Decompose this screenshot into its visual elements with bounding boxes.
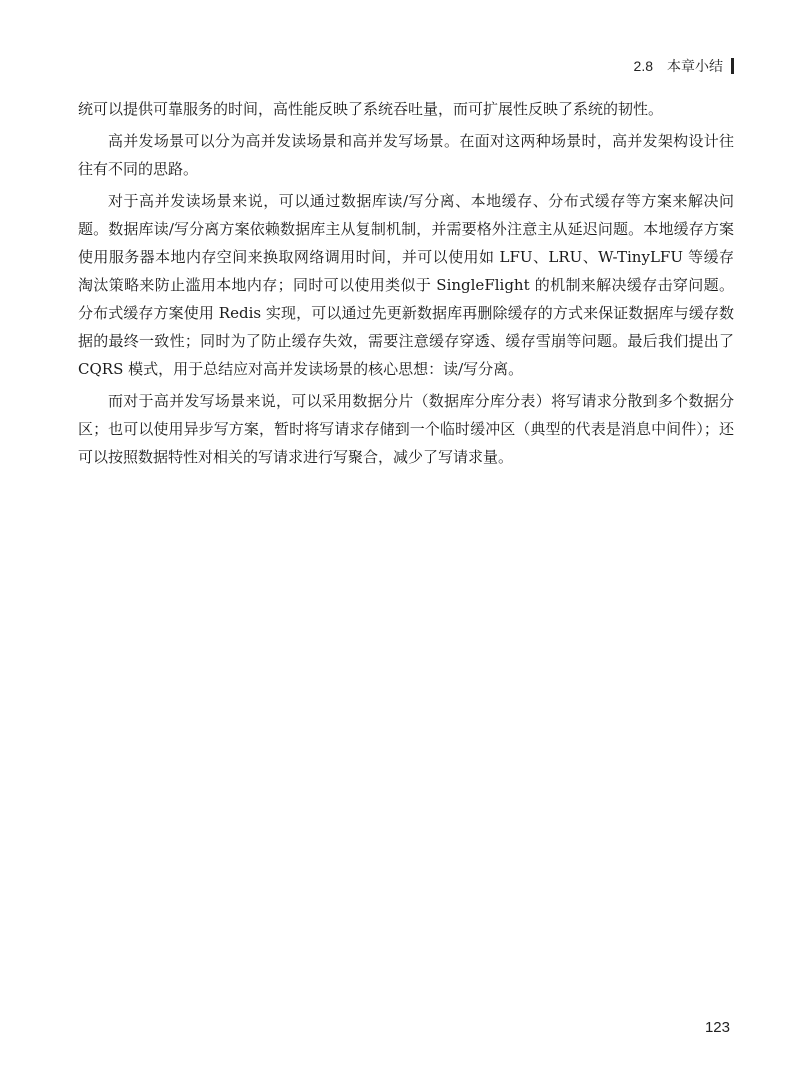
header-rule bbox=[731, 58, 734, 74]
page-number: 123 bbox=[704, 1019, 730, 1036]
paragraph-continuation: 统可以提供可靠服务的时间，高性能反映了系统吞吐量，而可扩展性反映了系统的韧性。 bbox=[78, 100, 664, 118]
body-text bbox=[78, 95, 734, 475]
paragraph-read-scenario: 对于高并发读场景来说，可以通过数据库读/写分离、本地缓存、分布式缓存等方案来解决问题。数据库读/写分离方案依赖数据库主从复制机制，并需要格外注意主从延迟问题。本地缓存方案使用服务器本地内存空间来换取网络调用时间，并可以使用如 LFU、LRU、W-TinyLFU 等缓存淘汰策略来防止滥用本地内存；同时可以使用类似于 SingleFlight 的机制来解决缓存击穿问题。分布式缓存方案使用 Redis 实现，可以通过先更新数据库再删除缓存的方式来保证数据库与缓存数据的最终一致性；同时为了防止缓存失效，需要注意缓存穿透、缓存雪崩等问题。最后我们提出了 CQRS 模式，用于总结应对高并发读场景的核心思想：读/写分离。 bbox=[78, 192, 734, 378]
section-title: 本章小结 bbox=[667, 58, 723, 74]
running-header bbox=[634, 56, 734, 76]
paragraph-scenarios: 高并发场景可以分为高并发读场景和高并发写场景。在面对这两种场景时，高并发架构设计往往有不同的思路。 bbox=[78, 132, 734, 178]
section-number: 2.8 bbox=[633, 58, 653, 74]
paragraph-write-scenario: 而对于高并发写场景来说，可以采用数据分片（数据库分库分表）将写请求分散到多个数据分区；也可以使用异步写方案，暂时将写请求存储到一个临时缓冲区（典型的代表是消息中间件）；还可以按照数据特性对相关的写请求进行写聚合，减少了写请求量。 bbox=[78, 392, 734, 466]
